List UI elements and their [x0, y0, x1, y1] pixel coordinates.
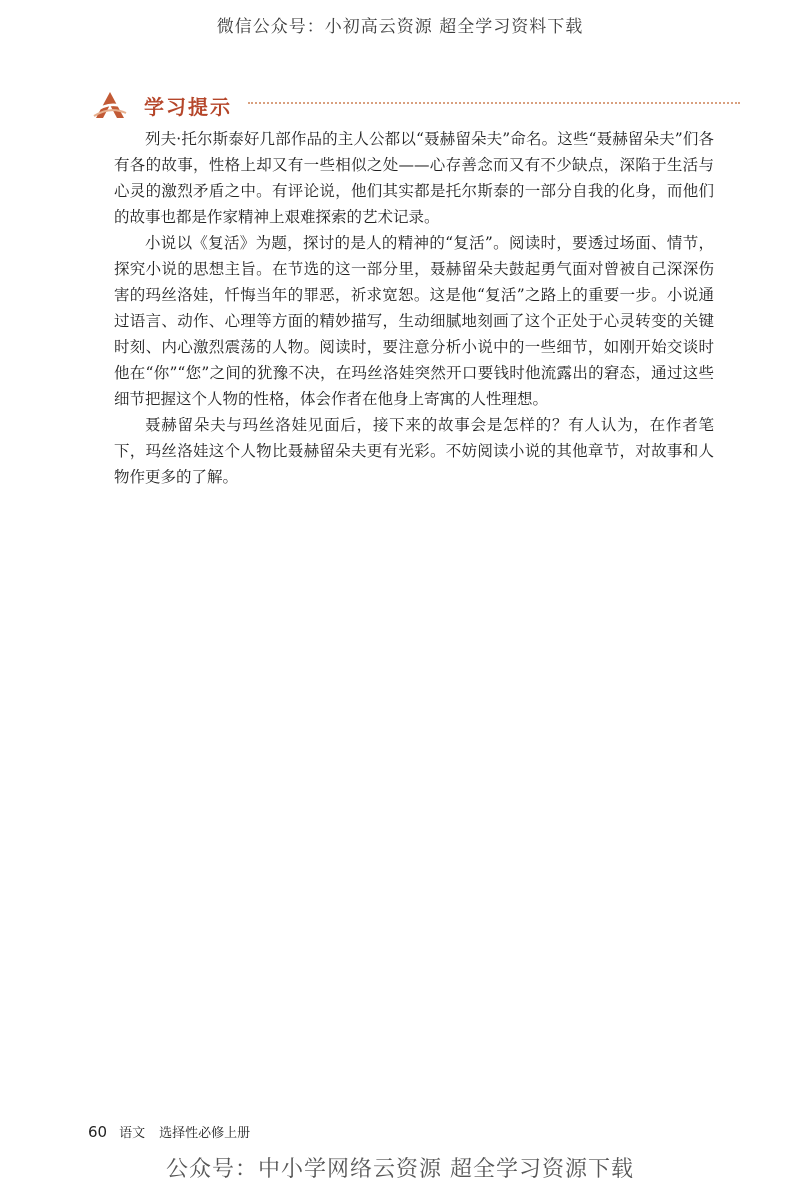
page-number: 60 [88, 1123, 108, 1141]
section-dotted-rule [248, 102, 740, 104]
footer-subject: 语文 [119, 1126, 146, 1141]
top-watermark: 微信公众号：小初高云资源 超全学习资料下载 [216, 17, 584, 37]
paragraph-3: 聂赫留朵夫与玛丝洛娃见面后，接下来的故事会是怎样的？有人认为，在作者笔下，玛丝洛娃这个人物比聂赫留朵夫更有光彩。不妨阅读小说的其他章节，对故事和人物作更多的了解。 [114, 416, 714, 486]
bottom-watermark: 公众号：中小学网络云资源 超全学习资源下载 [166, 1157, 634, 1182]
section-title: 学习提示 [144, 95, 232, 119]
paragraph-2: 小说以《复活》为题，探讨的是人的精神的“复活”。阅读时，要透过场面、情节，探究小说的思想主旨。在节选的这一部分里，聂赫留朵夫鼓起勇气面对曾被自己深深伤害的玛丝洛娃，忏悔当年的罪恶，祈求宽恕。这是他“复活”之路上的重要一步。小说通过语言、动作、心理等方面的精妙描写，生动细腻地刻画了这个正处于心灵转变的关键时刻、内心激烈震荡的人物。阅读时，要注意分析小说中的一些细节，如刚开始交谈时他在“你”“您”之间的犹豫不决，在玛丝洛娃突然开口要钱时他流露出的窘态，通过这些细节把握这个人物的性格，体会作者在他身上寄寓的人性理想。 [114, 234, 714, 408]
section-header [92, 88, 740, 122]
page-footer [88, 1122, 250, 1141]
footer-book-title: 选择性必修上册 [159, 1126, 251, 1141]
learning-tip-emblem-icon [92, 88, 128, 120]
paragraph-1: 列夫·托尔斯泰好几部作品的主人公都以“聂赫留朵夫”命名。这些“聂赫留朵夫”们各有各的故事，性格上却又有一些相似之处——心存善念而又有不少缺点，深陷于生活与心灵的激烈矛盾之中。有评论说，他们其实都是托尔斯泰的一部分自我的化身，而他们的故事也都是作家精神上艰难探索的艺术记录。 [114, 130, 714, 226]
body-text [114, 126, 714, 490]
